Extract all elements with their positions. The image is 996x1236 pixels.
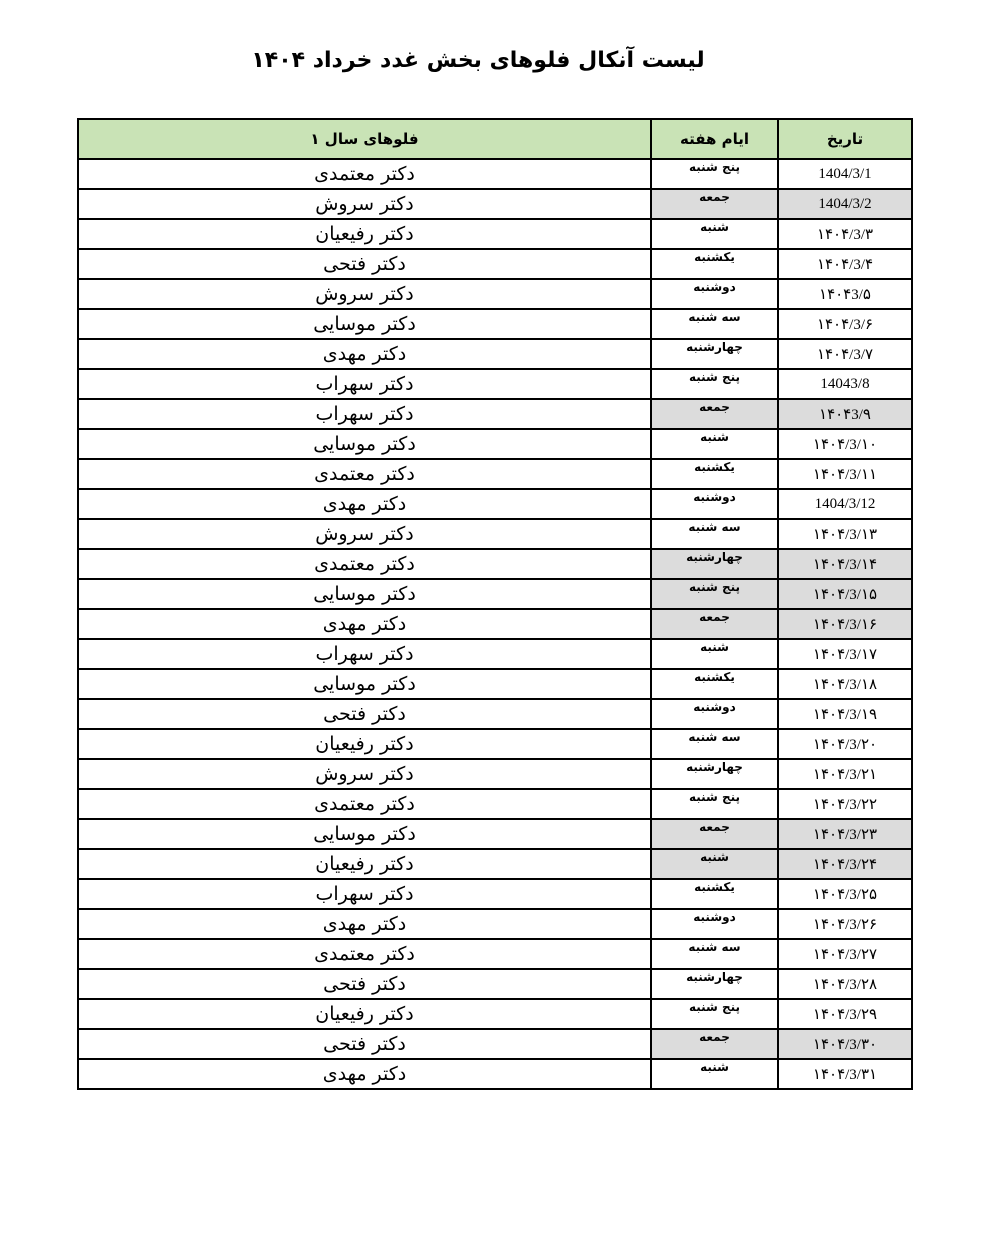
page-title: لیست آنکال فلوهای بخش غدد خرداد ۱۴۰۴	[251, 48, 705, 73]
weekday-cell: شنبه	[651, 849, 778, 879]
table-row	[78, 369, 912, 399]
fellow-name-cell: دکتر رفیعیان	[78, 849, 651, 879]
table-row	[78, 489, 912, 519]
weekday-cell: شنبه	[651, 639, 778, 669]
date-cell	[778, 999, 912, 1029]
fellow-name-cell: دکتر سروش	[78, 189, 651, 219]
date-text: ۱۴۰۴/3/۲۷	[812, 946, 878, 963]
date-cell	[778, 849, 912, 879]
date-text: ۱۴۰۴/3/۳۰	[812, 1036, 878, 1053]
fellow-name-cell: دکتر معتمدی	[78, 549, 651, 579]
weekday-cell: سه شنبه	[651, 939, 778, 969]
date-cell	[778, 519, 912, 549]
date-cell	[778, 939, 912, 969]
table-row	[78, 159, 912, 189]
date-cell	[778, 759, 912, 789]
weekday-cell: پنج شنبه	[651, 999, 778, 1029]
table-row	[78, 909, 912, 939]
fellow-name-cell: دکتر سروش	[78, 519, 651, 549]
table-row	[78, 939, 912, 969]
weekday-cell: چهارشنبه	[651, 549, 778, 579]
date-cell	[778, 1059, 912, 1089]
date-text: ۱۴۰۴/3/۲۸	[812, 976, 878, 993]
date-cell	[778, 669, 912, 699]
table-row	[78, 609, 912, 639]
fellow-name-cell: دکتر فتحی	[78, 249, 651, 279]
date-cell	[778, 909, 912, 939]
table-row	[78, 699, 912, 729]
fellow-name-cell: دکتر مهدی	[78, 1059, 651, 1089]
fellow-name-cell: دکتر معتمدی	[78, 459, 651, 489]
table-row	[78, 669, 912, 699]
date-text: 1404/3/1	[818, 165, 872, 182]
date-text: ۱۴۰۴3/۵	[819, 286, 871, 303]
fellow-name-cell: دکتر موسایی	[78, 309, 651, 339]
date-text: ۱۴۰۴/3/۶	[816, 316, 874, 333]
date-cell	[778, 729, 912, 759]
weekday-cell: سه شنبه	[651, 519, 778, 549]
fellow-name-cell: دکتر مهدی	[78, 489, 651, 519]
table-row	[78, 639, 912, 669]
date-text: ۱۴۰۴/3/۱۰	[812, 436, 878, 453]
table-row	[78, 249, 912, 279]
date-text: ۱۴۰۴/3/۴	[816, 256, 874, 273]
table-row	[78, 429, 912, 459]
table-row	[78, 309, 912, 339]
weekday-cell: جمعه	[651, 609, 778, 639]
date-text: ۱۴۰۴/3/۲۶	[812, 916, 878, 933]
weekday-cell: جمعه	[651, 819, 778, 849]
fellow-name-cell: دکتر موسایی	[78, 669, 651, 699]
date-text: ۱۴۰۴/3/۱۱	[812, 466, 878, 483]
date-cell	[778, 639, 912, 669]
date-cell	[778, 609, 912, 639]
fellow-name-cell: دکتر مهدی	[78, 339, 651, 369]
date-cell	[778, 879, 912, 909]
table-body	[78, 159, 912, 1089]
date-cell	[778, 309, 912, 339]
date-text: ۱۴۰۴/3/۲۲	[812, 796, 878, 813]
table-row	[78, 759, 912, 789]
weekday-cell: شنبه	[651, 1059, 778, 1089]
date-text: ۱۴۰۴/3/۲۴	[812, 856, 878, 873]
weekday-cell: جمعه	[651, 399, 778, 429]
weekday-cell: چهارشنبه	[651, 759, 778, 789]
table-row	[78, 849, 912, 879]
table-row	[78, 999, 912, 1029]
date-text: ۱۴۰۴/3/۱۴	[812, 556, 878, 573]
weekday-cell: سه شنبه	[651, 729, 778, 759]
table-row	[78, 1029, 912, 1059]
table-row	[78, 969, 912, 999]
date-cell	[778, 399, 912, 429]
table-row	[78, 579, 912, 609]
fellow-name-cell: دکتر مهدی	[78, 609, 651, 639]
weekday-cell: شنبه	[651, 429, 778, 459]
weekday-cell: پنج شنبه	[651, 579, 778, 609]
date-cell	[778, 459, 912, 489]
weekday-cell: شنبه	[651, 219, 778, 249]
weekday-cell: یکشنبه	[651, 879, 778, 909]
table-row	[78, 819, 912, 849]
fellow-name-cell: دکتر رفیعیان	[78, 729, 651, 759]
table-row	[78, 549, 912, 579]
date-cell	[778, 969, 912, 999]
date-text: 14043/8	[820, 375, 870, 392]
weekday-cell: جمعه	[651, 1029, 778, 1059]
fellow-name-cell: دکتر موسایی	[78, 429, 651, 459]
table-row	[78, 219, 912, 249]
weekday-cell: پنج شنبه	[651, 159, 778, 189]
fellow-name-cell: دکتر سروش	[78, 759, 651, 789]
date-text: ۱۴۰۴/3/۱۶	[812, 616, 878, 633]
fellow-name-cell: دکتر سهراب	[78, 399, 651, 429]
table-row	[78, 1059, 912, 1089]
header-fellows: فلوهای سال ۱	[78, 119, 651, 159]
date-text: 1404/3/12	[814, 495, 876, 512]
date-cell	[778, 279, 912, 309]
weekday-cell: دوشنبه	[651, 279, 778, 309]
weekday-cell: یکشنبه	[651, 669, 778, 699]
fellow-name-cell: دکتر سهراب	[78, 369, 651, 399]
date-text: ۱۴۰۴/3/۱۷	[812, 646, 878, 663]
date-cell	[778, 339, 912, 369]
date-text: ۱۴۰۴/3/۱۵	[812, 586, 878, 603]
date-text: ۱۴۰۴/3/۲۹	[812, 1006, 878, 1023]
table-row	[78, 519, 912, 549]
weekday-cell: چهارشنبه	[651, 339, 778, 369]
date-cell	[778, 579, 912, 609]
date-text: ۱۴۰۴/3/۲۳	[812, 826, 878, 843]
fellow-name-cell: دکتر موسایی	[78, 579, 651, 609]
header-weekday: ایام هفته	[651, 119, 778, 159]
date-text: ۱۴۰۴/3/۲۰	[812, 736, 878, 753]
fellow-name-cell: دکتر معتمدی	[78, 159, 651, 189]
table-row	[78, 399, 912, 429]
date-cell	[778, 549, 912, 579]
table-row	[78, 879, 912, 909]
weekday-cell: پنج شنبه	[651, 369, 778, 399]
date-cell	[778, 159, 912, 189]
date-cell	[778, 219, 912, 249]
fellow-name-cell: دکتر فتحی	[78, 969, 651, 999]
date-text: ۱۴۰۴/3/۱۳	[812, 526, 878, 543]
date-text: ۱۴۰۴/3/۱۸	[812, 676, 878, 693]
date-text: ۱۴۰۴/3/۳۱	[812, 1066, 878, 1083]
table-row	[78, 339, 912, 369]
date-cell	[778, 699, 912, 729]
date-text: ۱۴۰۴/3/۳	[816, 226, 874, 243]
header-date: تاریخ	[778, 119, 912, 159]
fellow-name-cell: دکتر معتمدی	[78, 939, 651, 969]
fellow-name-cell: دکتر مهدی	[78, 909, 651, 939]
fellow-name-cell: دکتر رفیعیان	[78, 219, 651, 249]
weekday-cell: دوشنبه	[651, 699, 778, 729]
table-row	[78, 279, 912, 309]
fellow-name-cell: دکتر فتحی	[78, 699, 651, 729]
weekday-cell: چهارشنبه	[651, 969, 778, 999]
table-header-row	[78, 119, 912, 159]
weekday-cell: دوشنبه	[651, 489, 778, 519]
date-cell	[778, 1029, 912, 1059]
date-text: ۱۴۰۴/3/۲۱	[812, 766, 878, 783]
weekday-cell: دوشنبه	[651, 909, 778, 939]
weekday-cell: پنج شنبه	[651, 789, 778, 819]
table-row	[78, 729, 912, 759]
date-text: ۱۴۰۴/3/۲۵	[812, 886, 878, 903]
table-row	[78, 789, 912, 819]
table-row	[78, 189, 912, 219]
oncall-roster-table	[77, 118, 913, 1090]
date-text: ۱۴۰۴/3/۷	[816, 346, 874, 363]
fellow-name-cell: دکتر رفیعیان	[78, 999, 651, 1029]
table-row	[78, 459, 912, 489]
weekday-cell: جمعه	[651, 189, 778, 219]
date-cell	[778, 369, 912, 399]
date-cell	[778, 819, 912, 849]
fellow-name-cell: دکتر معتمدی	[78, 789, 651, 819]
roster-table-container	[77, 118, 911, 1090]
date-text: 1404/3/2	[818, 195, 872, 212]
fellow-name-cell: دکتر سروش	[78, 279, 651, 309]
fellow-name-cell: دکتر سهراب	[78, 879, 651, 909]
fellow-name-cell: دکتر فتحی	[78, 1029, 651, 1059]
fellow-name-cell: دکتر سهراب	[78, 639, 651, 669]
date-cell	[778, 429, 912, 459]
date-cell	[778, 189, 912, 219]
date-cell	[778, 249, 912, 279]
weekday-cell: یکشنبه	[651, 459, 778, 489]
date-text: ۱۴۰۴3/۹	[819, 406, 871, 423]
weekday-cell: سه شنبه	[651, 309, 778, 339]
fellow-name-cell: دکتر موسایی	[78, 819, 651, 849]
date-cell	[778, 489, 912, 519]
date-text: ۱۴۰۴/3/۱۹	[812, 706, 878, 723]
date-cell	[778, 789, 912, 819]
weekday-cell: یکشنبه	[651, 249, 778, 279]
